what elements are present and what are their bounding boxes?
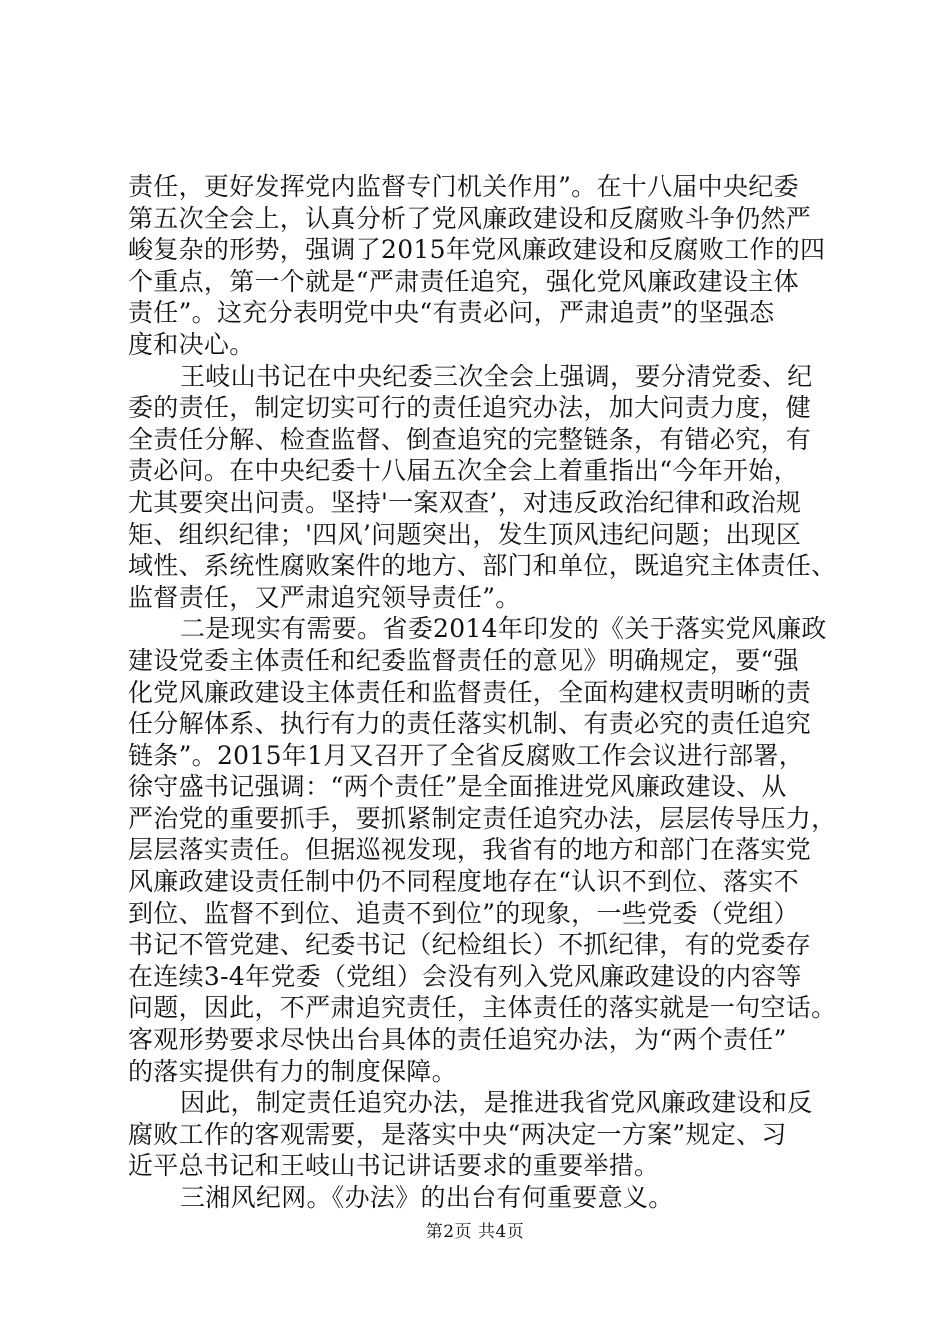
text-line: 矩、组织纪律；'四风’问题突出，发生顶风违纪问题；出现区 — [128, 519, 802, 549]
text-line: 任分解体系、执行有力的责任落实机制、有责必究的责任追究 — [128, 709, 812, 739]
text-line: 责必问。在中央纪委十八届五次全会上着重指出“今年开始， — [128, 456, 799, 486]
text-line: 在连续3-4年党委（党组）会没有列入党风廉政建设的内容等 — [128, 961, 802, 991]
text-line: 问题，因此，不严肃追究责任，主体责任的落实就是一句空话。 — [128, 993, 837, 1023]
text-line: 度和决心。 — [128, 329, 255, 359]
text-line: 近平总书记和王岐山书记讲话要求的重要举措。 — [128, 1151, 660, 1181]
text-line: 风廉政建设责任制中仍不同程度地存在“认识不到位、落实不 — [128, 867, 799, 897]
text-line: 峻复杂的形势，强调了2015年党风廉政建设和反腐败工作的四 — [128, 235, 826, 265]
text-line: 尤其要突出问责。坚持'一案双查’，对违反政治纪律和政治规 — [128, 487, 802, 517]
text-line: 化党风廉政建设主体责任和监督责任，全面构建权责明晰的责 — [128, 677, 812, 707]
text-line: 责任，更好发挥党内监督专门机关作用”。在十八届中央纪委 — [128, 172, 799, 201]
text-line: 层层落实责任。但据巡视发现，我省有的地方和部门在落实党 — [128, 835, 812, 865]
text-line: 委的责任，制定切实可行的责任追究办法，加大问责力度，健 — [128, 393, 812, 423]
text-line: 严治党的重要抓手，要抓紧制定责任追究办法，层层传导压力， — [128, 803, 837, 833]
text-line: 到位、监督不到位、追责不到位”的现象，一些党委（党组） — [128, 898, 799, 928]
text-line: 个重点，第一个就是“严肃责任追究，强化党风廉政建设主体 — [128, 266, 799, 296]
text-line: 三湘风纪网。《办法》的出台有何重要意义。 — [180, 1183, 674, 1212]
text-line: 的落实提供有力的制度保障。 — [128, 1056, 457, 1086]
page-number-footer: 第2页 共4页 — [425, 1222, 525, 1242]
text-line: 徐守盛书记强调：“两个责任”是全面推进党风廉政建设、从 — [128, 772, 787, 802]
text-line: 建设党委主体责任和纪委监督责任的意见》明确规定，要“强 — [128, 645, 799, 675]
text-line: 腐败工作的客观需要，是落实中央“两决定一方案”规定、习 — [128, 1119, 787, 1149]
text-line: 王岐山书记在中央纪委三次全会上强调，要分清党委、纪 — [180, 361, 813, 391]
text-line: 第五次全会上，认真分析了党风廉政建设和反腐败斗争仍然严 — [128, 203, 812, 233]
text-line: 客观形势要求尽快出台具体的责任追究办法，为“两个责任” — [128, 1025, 787, 1055]
text-line: 书记不管党建、纪委书记（纪检组长）不抓纪律，有的党委存 — [128, 930, 812, 960]
text-line: 链条”。2015年1月又召开了全省反腐败工作会议进行部署， — [128, 740, 805, 770]
text-line: 二是现实有需要。省委2014年印发的《关于落实党风廉政 — [180, 614, 827, 644]
text-line: 全责任分解、检查监督、倒查追究的完整链条，有错必究，有 — [128, 424, 812, 454]
body-text — [128, 171, 837, 1214]
text-line: 责任”。这充分表明党中央“有责必问，严肃追责”的坚强态 — [128, 298, 775, 328]
text-line: 监督责任，又严肃追究领导责任”。 — [128, 582, 521, 612]
text-line: 域性、系统性腐败案件的地方、部门和单位，既追究主体责任、 — [128, 551, 837, 581]
text-line: 因此，制定责任追究办法，是推进我省党风廉政建设和反 — [180, 1088, 813, 1118]
